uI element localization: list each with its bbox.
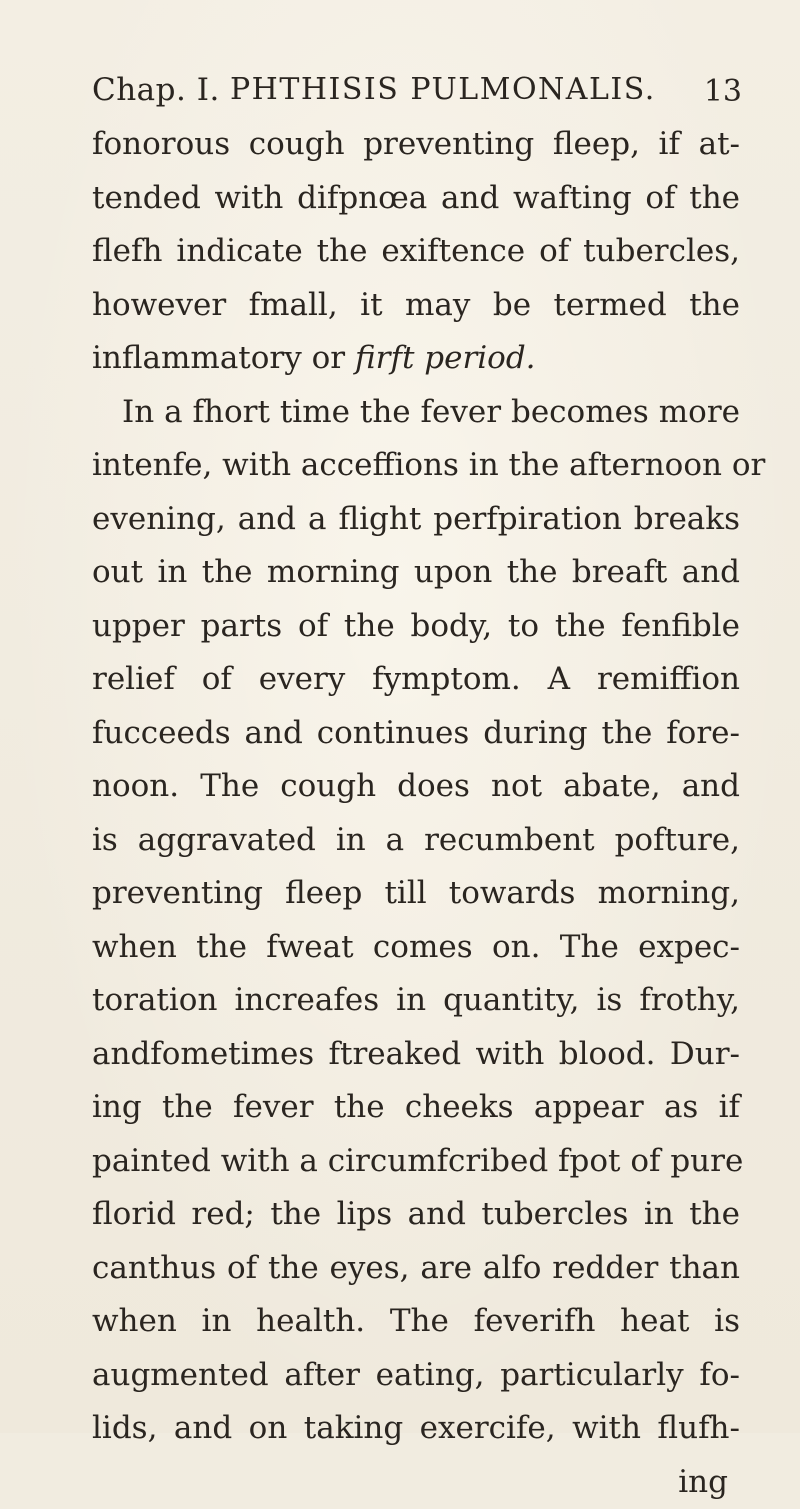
body-text: [92, 118, 740, 1509]
text-line: upper parts of the body, to the fenfible: [92, 600, 740, 654]
page-number: 13: [704, 74, 742, 109]
text-line: is aggravated in a recumbent pofture,: [92, 814, 740, 868]
text-line: noon. The cough does not abate, and: [92, 760, 740, 814]
text-line: however fmall, it may be termed the: [92, 279, 740, 333]
text-line: when in health. The feverifh heat is: [92, 1295, 740, 1349]
text-line: fonorous cough preventing fleep, if at-: [92, 118, 740, 172]
text-line: when the fweat comes on. The expec-: [92, 921, 740, 975]
text-line: evening, and a flight perfpiration breaks: [92, 493, 740, 547]
chapter-label: Chap. I.: [92, 72, 220, 108]
text-line: preventing fleep till towards morning,: [92, 867, 740, 921]
text-line: out in the morning upon the breaft and: [92, 546, 740, 600]
text-line: andfometimes ftreaked with blood. Dur-: [92, 1028, 740, 1082]
text-line: florid red; the lips and tubercles in the: [92, 1188, 740, 1242]
text-line: flefh indicate the exiftence of tubercles,: [92, 225, 740, 279]
text-line: ing the fever the cheeks appear as if: [92, 1081, 740, 1135]
text-line: relief of every fymptom. A remiffion: [92, 653, 740, 707]
text-line: augmented after eating, particularly fo-: [92, 1349, 740, 1403]
text-line-start: inflammatory or: [92, 340, 345, 376]
text-line: tended with difpnœa and wafting of the: [92, 172, 740, 226]
text-line: [92, 332, 740, 386]
text-line: toration increafes in quantity, is frothy,: [92, 974, 740, 1028]
text-line: canthus of the eyes, are alfo redder than: [92, 1242, 740, 1296]
text-line: In a fhort time the fever becomes more: [92, 386, 740, 440]
text-line: painted with a circumfcribed fpot of pure: [92, 1135, 740, 1189]
catchword: ing: [92, 1456, 740, 1509]
italic-phrase: firft period.: [355, 340, 536, 376]
text-line: fucceeds and continues during the fore-: [92, 707, 740, 761]
text-line: lids, and on taking exercife, with flufh-: [92, 1402, 740, 1456]
running-title: PHTHISIS PULMONALIS.: [230, 72, 656, 107]
text-line: intenfe, with acceffions in the afternoon or: [92, 439, 740, 493]
running-header: [92, 62, 742, 112]
